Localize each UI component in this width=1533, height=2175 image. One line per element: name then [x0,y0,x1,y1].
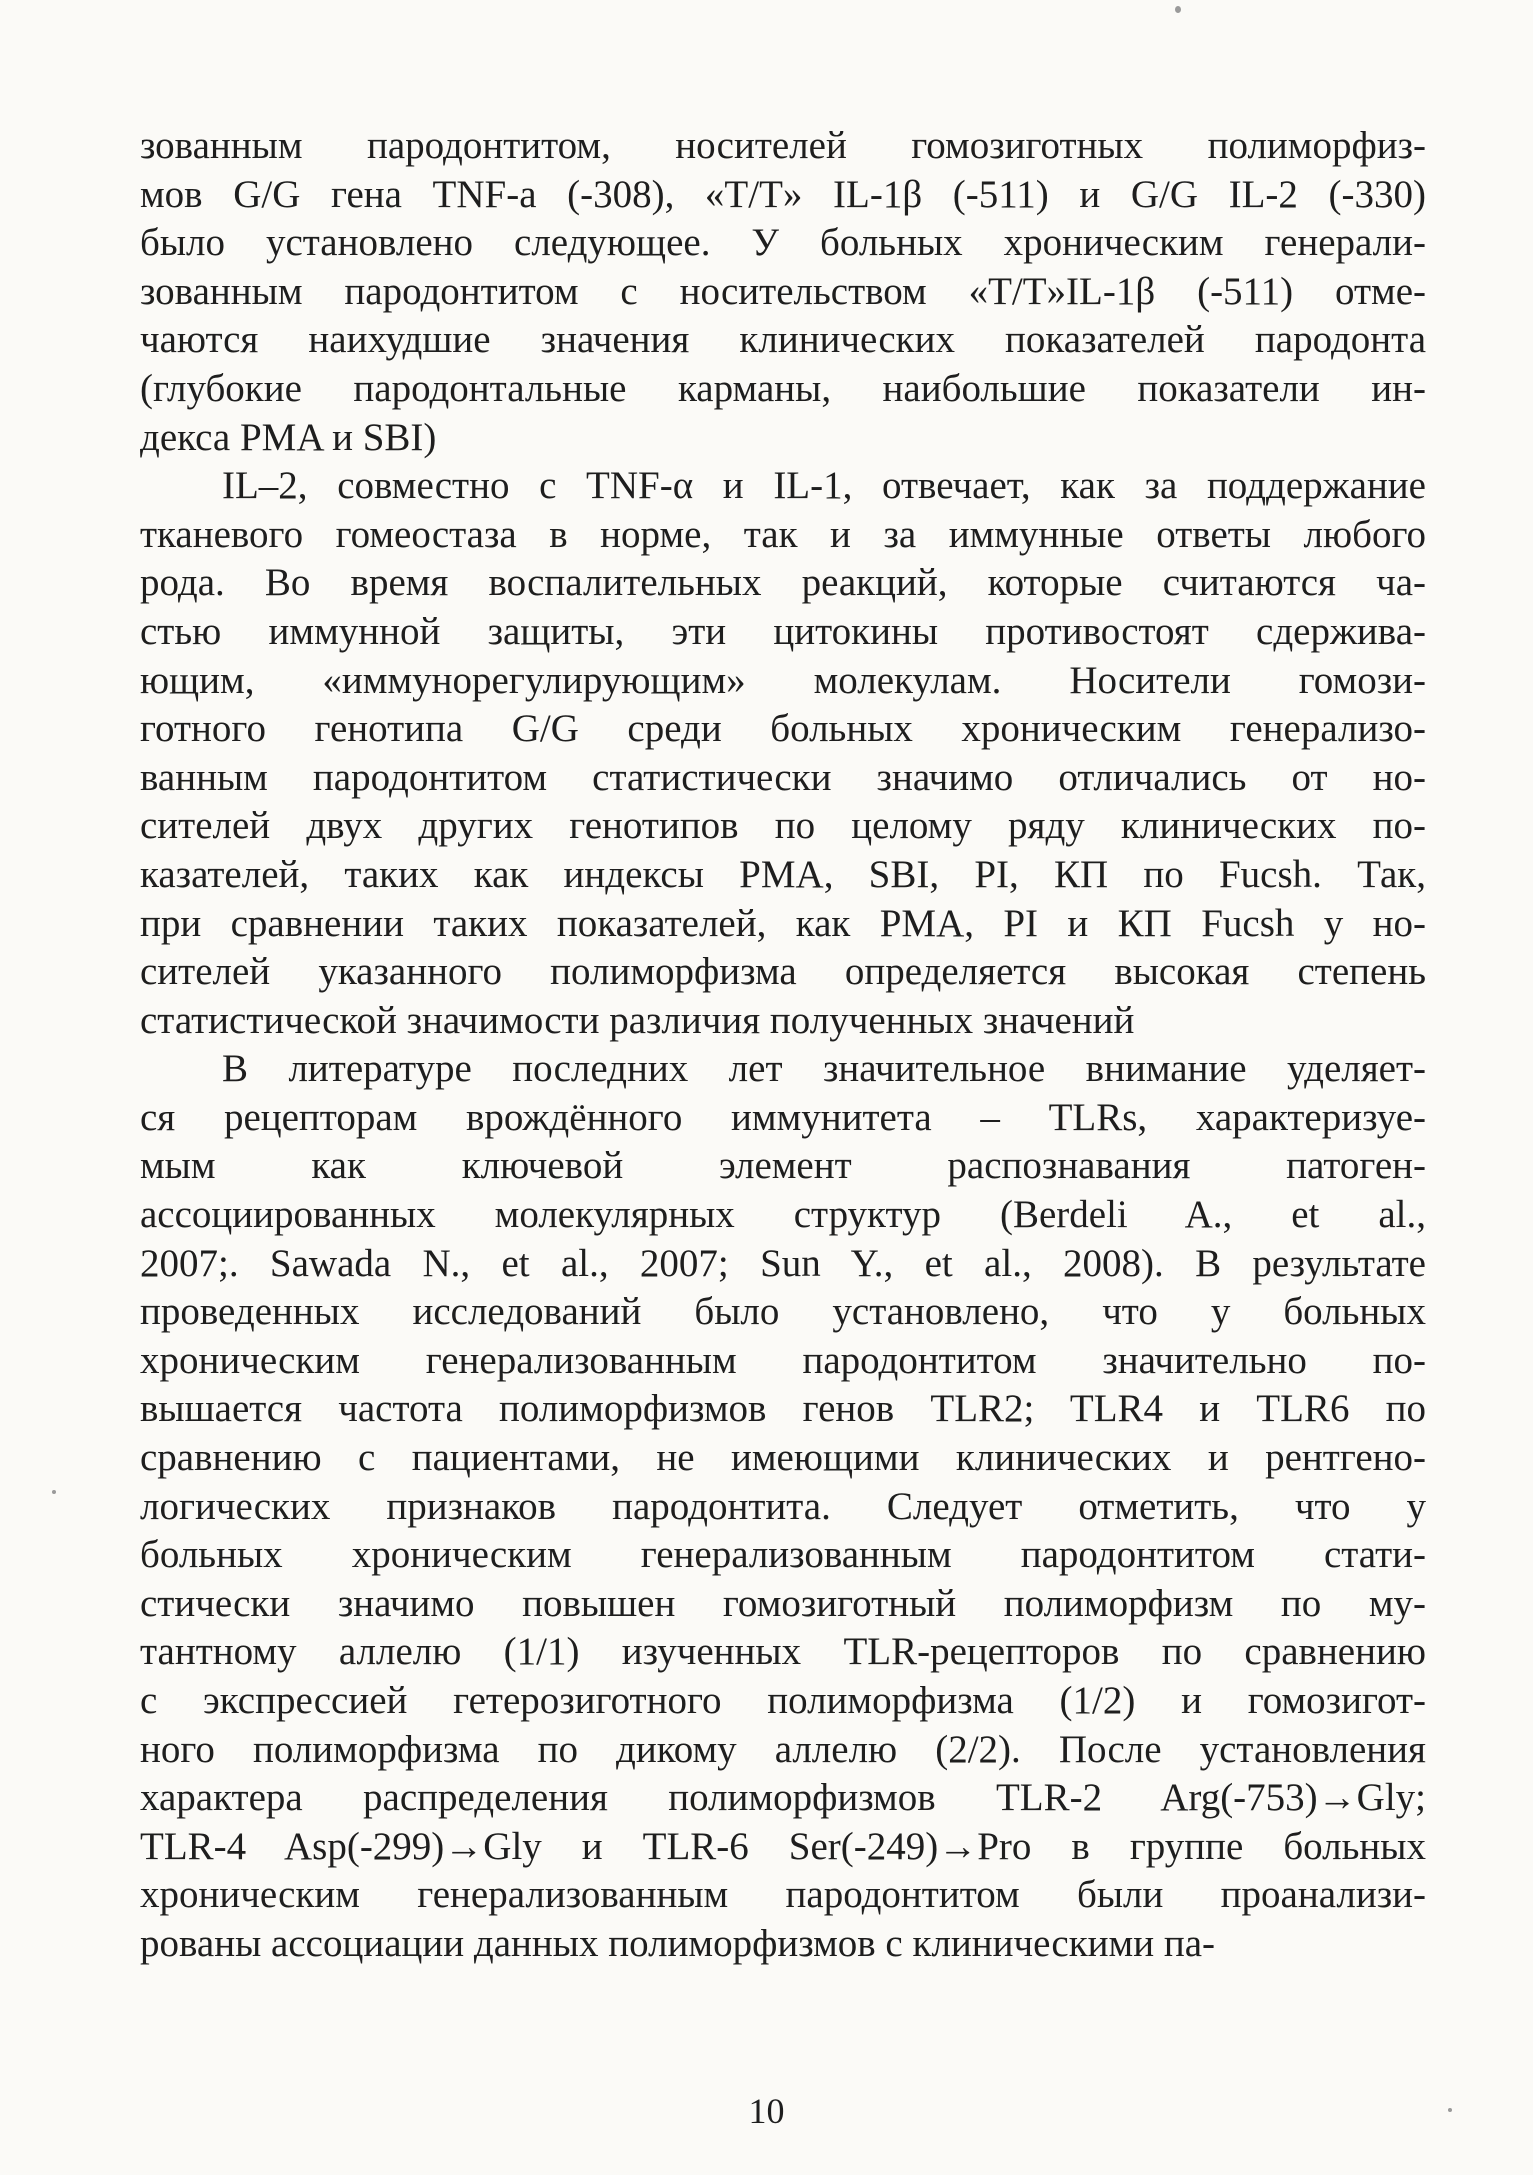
text-line: сителей двух других генотипов по целому ряду клинических по- [140,804,1426,848]
text-line: ся рецепторам врождённого иммунитета – TLRs, характеризуе- [140,1095,1426,1139]
text-line: ванным пародонтитом статистически значимо отличались от но- [140,755,1426,799]
text-line: проведенных исследований было установлено, что у больных [140,1290,1426,1334]
text-line: с экспрессией гетерозиготного полиморфизма (1/2) и гомозигот- [140,1679,1426,1722]
text-line: ассоциированных молекулярных структур (Berdeli A., et al., [140,1193,1426,1237]
text-line: (глубокие пародонтальные карманы, наибольшие показатели ин- [140,366,1426,410]
text-line: IL–2, совместно с TNF-α и IL-1, отвечает, как за поддержание [222,464,1426,508]
text-line: рованы ассоциации данных полиморфизмов с клиническими па- [140,1921,1216,1965]
text-line: логических признаков пародонтита. Следует отметить, что у [140,1484,1426,1528]
text-line: характера распределения полиморфизмов TLR-2 Arg(-753)→Gly; [140,1776,1426,1820]
text-line: ющим, «иммунорегулирующим» молекулам. Носители гомози- [140,658,1426,702]
text-line: стически значимо повышен гомозиготный полиморфизм по му- [140,1581,1426,1625]
text-line: вышается частота полиморфизмов генов TLR2; TLR4 и TLR6 по [140,1387,1426,1431]
text-line: готного генотипа G/G среди больных хроническим генерализо- [140,707,1426,751]
text-line: чаются наихудшие значения клинических показателей пародонта [140,318,1426,362]
text-line: рода. Во время воспалительных реакций, которые считаются ча- [140,561,1426,605]
page-number: 10 [748,2091,785,2131]
text-line: TLR-4 Asp(-299)→Gly и TLR-6 Ser(-249)→Pro в группе больных [140,1824,1426,1868]
text-line: больных хроническим генерализованным пародонтитом стати- [140,1533,1426,1577]
text-line: статистической значимости различия полученных значений [140,998,1135,1042]
text-line: стью иммунной защиты, эти цитокины противостоят сдержива- [140,609,1426,653]
text-line: при сравнении таких показателей, как PMA, PI и КП Fucsh у но- [140,901,1426,945]
text-line: хроническим генерализованным пародонтитом значительно по- [140,1338,1426,1382]
body-text [140,122,1426,1969]
text-line: сравнению с пациентами, не имеющими клинических и рентгено- [140,1436,1426,1480]
text-line: мов G/G гена TNF-a (-308), «T/T» IL-1β (-511) и G/G IL-2 (-330) [140,172,1426,216]
text-line: тантному аллелю (1/1) изученных TLR-рецепторов по сравнению [140,1630,1426,1674]
text-line: мым как ключевой элемент распознавания патоген- [140,1144,1426,1188]
scan-speck [1175,6,1181,13]
text-line: декса PMA и SBI) [140,415,437,459]
text-line: казателей, таких как индексы PMA, SBI, PI, КП по Fucsh. Так, [140,852,1426,896]
text-line: хроническим генерализованным пародонтитом были проанализи- [140,1873,1426,1917]
text-line: зованным пародонтитом с носительством «T/T»IL-1β (-511) отме- [140,269,1426,313]
scan-speck [52,1490,56,1494]
text-line: зованным пародонтитом, носителей гомозиготных полиморфиз- [140,124,1426,167]
text-line: 2007;. Sawada N., et al., 2007; Sun Y., et al., 2008). В результате [140,1241,1426,1285]
text-line: ного полиморфизма по дикому аллелю (2/2). После установления [140,1727,1426,1771]
text-line: было установлено следующее. У больных хроническим генерали- [140,221,1426,265]
text-line: В литературе последних лет значительное внимание уделяет- [222,1047,1426,1091]
text-line: сителей указанного полиморфизма определяется высокая степень [140,950,1426,994]
text-line: тканевого гомеостаза в норме, так и за иммунные ответы любого [140,512,1426,556]
